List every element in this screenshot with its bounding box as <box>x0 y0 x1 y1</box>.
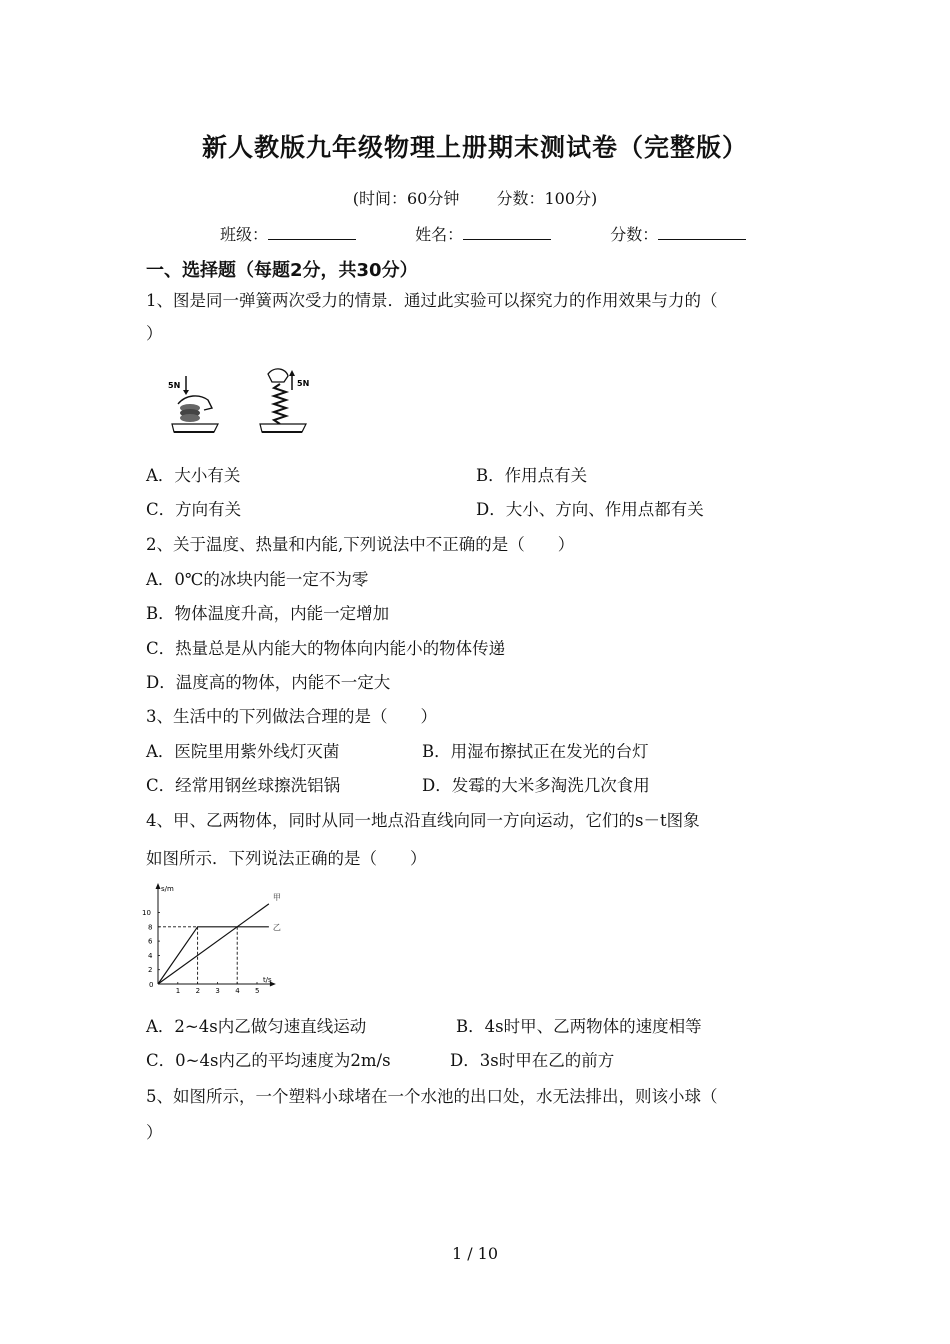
right-hand <box>268 369 288 382</box>
score-field[interactable] <box>610 222 746 245</box>
q3-option-c[interactable]: C．经常用钢丝球擦洗铝锅 <box>146 776 341 795</box>
x-tick-label: 5 <box>255 987 260 995</box>
origin-label: 0 <box>149 981 154 989</box>
q2-text: 2、关于温度、热量和内能,下列说法中不正确的是（ ） <box>146 535 575 554</box>
q3-option-b[interactable]: B．用湿布擦拭正在发光的台灯 <box>422 742 649 761</box>
spring-figure <box>160 364 320 440</box>
q1-text-line1: 1、图是同一弹簧两次受力的情景．通过此实验可以探究力的作用效果与力的（ <box>146 291 718 310</box>
q1-option-c[interactable]: C．方向有关 <box>146 500 242 519</box>
q3-option-a[interactable]: A．医院里用紫外线灯灭菌 <box>146 742 340 761</box>
name-field[interactable] <box>415 222 551 245</box>
q5-text-line2: ） <box>146 1123 163 1142</box>
series-label-jia: 甲 <box>272 892 281 902</box>
left-spring-coil-3 <box>180 414 200 422</box>
right-base <box>260 424 306 432</box>
q1-option-a[interactable]: A．大小有关 <box>146 466 241 485</box>
class-blank[interactable] <box>268 225 356 240</box>
exam-info <box>0 186 950 209</box>
x-axis-label: t/s <box>262 976 272 984</box>
series-label-yi: 乙 <box>272 922 281 932</box>
q1-option-b[interactable]: B．作用点有关 <box>476 466 588 485</box>
student-fields <box>220 222 800 245</box>
q1-text-line2: ） <box>146 324 163 343</box>
st-graph <box>140 880 320 1000</box>
q4-option-b[interactable]: B．4s时甲、乙两物体的速度相等 <box>456 1017 702 1036</box>
q1-option-d[interactable]: D．大小、方向、作用点都有关 <box>476 500 704 519</box>
score-info: 分数：100分) <box>496 189 598 208</box>
section-title: 一、选择题（每题2分，共30分） <box>146 260 418 281</box>
y-tick-label: 2 <box>148 966 153 975</box>
page-number: 1 / 10 <box>451 1244 499 1263</box>
y-tick-label: 4 <box>148 951 153 960</box>
q5-text-line1: 5、如图所示，一个塑料小球堵在一个水池的出口处，水无法排出，则该小球（ <box>146 1087 718 1106</box>
left-arrow-head <box>183 390 189 395</box>
class-field[interactable] <box>220 222 356 245</box>
q4-option-c[interactable]: C．0~4s内乙的平均速度为2m/s <box>146 1051 391 1070</box>
left-force-label: 5N <box>168 381 181 390</box>
q4-text-line2: 如图所示．下列说法正确的是（ ） <box>146 849 427 868</box>
page-title: 新人教版九年级物理上册期末测试卷（完整版） <box>201 133 748 162</box>
q2-option-c[interactable]: C．热量总是从内能大的物体向内能小的物体传递 <box>146 639 506 658</box>
x-tick-label: 3 <box>215 987 220 995</box>
right-arrow-head <box>289 370 295 376</box>
y-tick-label: 6 <box>148 937 153 946</box>
y-tick-label: 10 <box>142 909 151 917</box>
right-spring <box>274 384 286 424</box>
left-base <box>172 424 218 432</box>
score-blank[interactable] <box>658 225 746 240</box>
time-info: (时间：60分钟 <box>352 189 460 208</box>
q2-option-a[interactable]: A．0℃的冰块内能一定不为零 <box>146 570 369 589</box>
x-tick-label: 2 <box>195 987 201 995</box>
x-tick-label: 4 <box>235 987 240 995</box>
q3-option-d[interactable]: D．发霉的大米多淘洗几次食用 <box>422 776 650 795</box>
q2-option-b[interactable]: B．物体温度升高，内能一定增加 <box>146 604 390 623</box>
class-label: 班级： <box>220 225 269 244</box>
q4-text-line1: 4、甲、乙两物体，同时从同一地点沿直线向同一方向运动，它们的s－t图象 <box>146 811 700 830</box>
y-axis-label: s/m <box>161 885 174 893</box>
y-axis-arrow <box>156 883 161 889</box>
series-line-jia <box>158 904 269 984</box>
q4-option-d[interactable]: D．3s时甲在乙的前方 <box>450 1051 615 1070</box>
y-tick-label: 8 <box>148 923 153 932</box>
q4-option-a[interactable]: A．2~4s内乙做匀速直线运动 <box>146 1017 367 1036</box>
q2-option-d[interactable]: D．温度高的物体，内能不一定大 <box>146 673 391 692</box>
score-label: 分数： <box>610 225 659 244</box>
q3-text: 3、生活中的下列做法合理的是（ ） <box>146 707 437 726</box>
series-line-yi <box>158 927 269 984</box>
right-force-label: 5N <box>297 379 310 388</box>
name-blank[interactable] <box>463 225 551 240</box>
x-tick-label: 1 <box>175 987 181 995</box>
name-label: 姓名： <box>415 225 464 244</box>
